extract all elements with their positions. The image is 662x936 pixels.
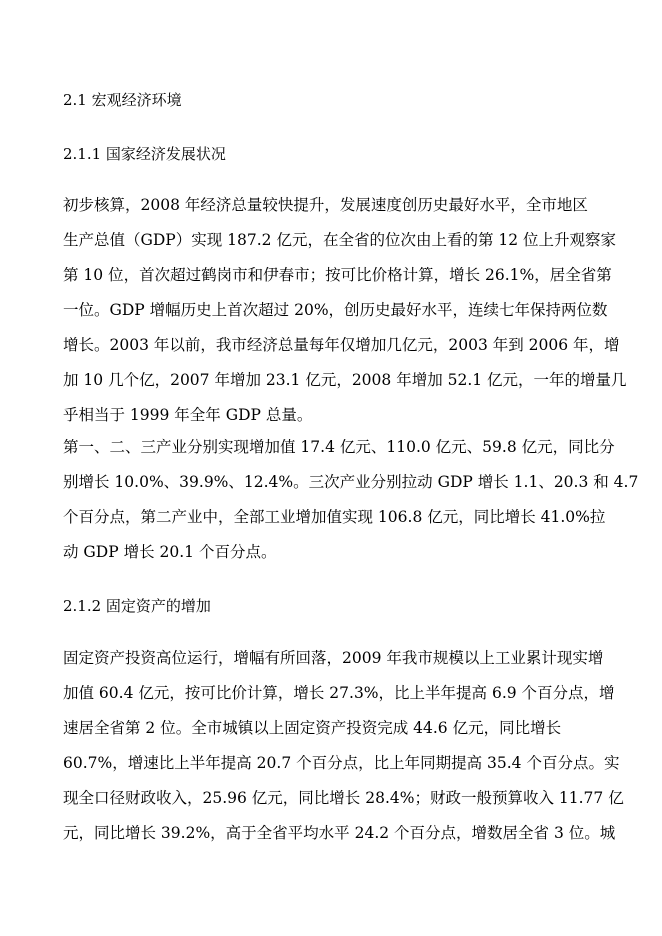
text-line: 一位。GDP 增幅历史上首次超过 20%，创历史最好水平，连续七年保持两位数 [63,301,608,319]
text-line: 初步核算，2008 年经济总量较快提升，发展速度创历史最好水平，全市地区 [63,196,588,214]
text-line: 增长。2003 年以前，我市经济总量每年仅增加几亿元，2003 年到 2006 年，增 [63,336,620,354]
text-line: 第 10 位，首次超过鹤岗市和伊春市；按可比价格计算，增长 26.1%，居全省第 [63,266,612,284]
text-line: 现全口径财政收入，25.96 亿元，同比增长 28.4%；财政一般预算收入 11.77 亿 [63,789,624,807]
section-heading-2-1: 2.1 宏观经济环境 [63,91,182,109]
text-line: 元，同比增长 39.2%，高于全省平均水平 24.2 个百分点，增数居全省 3 位。城 [63,824,616,842]
paragraph-industry-growth [63,430,639,570]
section-heading-2-1-2: 2.1.2 固定资产的增加 [63,597,211,615]
text-line: 60.7%，增速比上半年提高 20.7 个百分点，比上年同期提高 35.4 个百分点。实 [63,754,620,772]
text-line: 固定资产投资高位运行，增幅有所回落，2009 年我市规模以上工业累计现实增 [63,649,604,667]
text-line: 别增长 10.0%、39.9%、12.4%。三次产业分别拉动 GDP 增长 1.1、20.3 和 4.7 [63,473,639,491]
text-line: 第一、二、三产业分别实现增加值 17.4 亿元、110.0 亿元、59.8 亿元，同比分 [63,438,615,456]
text-line: 动 GDP 增长 20.1 个百分点。 [63,543,277,561]
text-line: 个百分点，第二产业中，全部工业增加值实现 106.8 亿元，同比增长 41.0%拉 [63,508,606,526]
paragraph-fixed-assets [63,641,624,851]
section-heading-2-1-1: 2.1.1 国家经济发展状况 [63,145,226,163]
paragraph-gdp-overview [63,188,627,433]
text-line: 加值 60.4 亿元，按可比价计算，增长 27.3%，比上半年提高 6.9 个百分点，增 [63,684,615,702]
text-line: 速居全省第 2 位。全市城镇以上固定资产投资完成 44.6 亿元，同比增长 [63,719,562,737]
text-line: 加 10 几个亿，2007 年增加 23.1 亿元，2008 年增加 52.1 亿元，一年的增量几 [63,371,627,389]
text-line: 生产总值（GDP）实现 187.2 亿元，在全省的位次由上看的第 12 位上升观察家 [63,231,617,249]
text-line: 乎相当于 1999 年全年 GDP 总量。 [63,406,313,424]
